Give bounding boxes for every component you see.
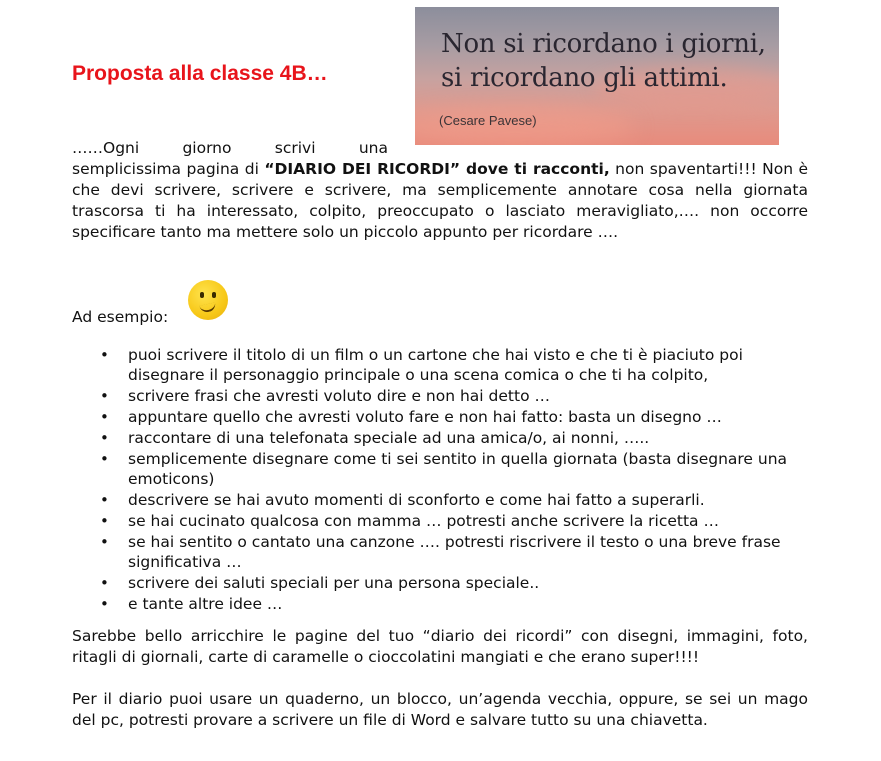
intro-word: ……Ogni [72, 139, 140, 157]
diary-format-paragraph: Per il diario puoi usare un quaderno, un blocco, un’agenda vecchia, oppure, se sei un mago del pc, potresti provare a scrivere un file di Word e salvare tutto su una chiavetta. [72, 690, 808, 729]
list-item: • semplicemente disegnare come ti sei sentito in quella giornata (basta disegnare una emoticons) [100, 449, 810, 489]
intro-word: scrivi [274, 139, 316, 157]
quote-line-1: Non si ricordano i giorni, [441, 29, 766, 59]
intro-text-post: non spaventarti!!! Non è che devi scrivere, scrivere e scrivere, ma semplicemente annotare cosa nella giornata trascorsa ti ha interessato, colpito, preoccupato o lasciato meravigliato,…. non occorre specificare tanto ma mettere solo un piccolo appunto per ricordare …. [72, 160, 808, 241]
list-item: • descrivere se hai avuto momenti di sconforto e come hai fatto a superarli. [100, 490, 810, 510]
quote-author: (Cesare Pavese) [439, 113, 537, 128]
ideas-list [100, 345, 810, 615]
smiley-eye [212, 292, 216, 298]
list-item: • scrivere dei saluti speciali per una persona speciale.. [100, 573, 810, 593]
diary-title-bold: “DIARIO DEI RICORDI” dove ti racconti, [264, 160, 610, 178]
example-label: Ad esempio: [72, 308, 169, 326]
list-item: • appuntare quello che avresti voluto fare e non hai fatto: basta un disegno … [100, 407, 810, 427]
intro-word: giorno [182, 139, 232, 157]
intro-word: una [358, 139, 388, 157]
page-title: Proposta alla classe 4B… [72, 62, 328, 85]
list-item: • se hai cucinato qualcosa con mamma … potresti anche scrivere la ricetta … [100, 511, 810, 531]
quote-line-2: si ricordano gli attimi. [441, 63, 728, 93]
enrich-paragraph: Sarebbe bello arricchire le pagine del tuo “diario dei ricordi” con disegni, immagini, foto, ritagli di giornali, carte di caramelle o cioccolatini mangiati e che erano super!!!! [72, 627, 808, 666]
list-item: • puoi scrivere il titolo di un film o un cartone che hai visto e che ti è piaciuto poi disegnare il personaggio principale o una scena comica o che ti ha colpito, [100, 345, 810, 385]
list-item: • raccontare di una telefonata speciale ad una amica/o, ai nonni, ….. [100, 428, 810, 448]
list-item: • scrivere frasi che avresti voluto dire e non hai detto … [100, 386, 810, 406]
quote-image [415, 7, 779, 145]
intro-paragraph [72, 159, 808, 243]
list-item: • se hai sentito o cantato una canzone …. potresti riscrivere il testo o una breve frase significativa … [100, 532, 810, 572]
intro-first-line [72, 138, 388, 159]
list-item: • e tante altre idee … [100, 594, 810, 614]
smiley-mouth [199, 302, 216, 313]
winking-smiley-icon [188, 280, 228, 320]
smiley-eye [200, 292, 204, 298]
intro-text-pre: semplicissima pagina di [72, 160, 265, 178]
